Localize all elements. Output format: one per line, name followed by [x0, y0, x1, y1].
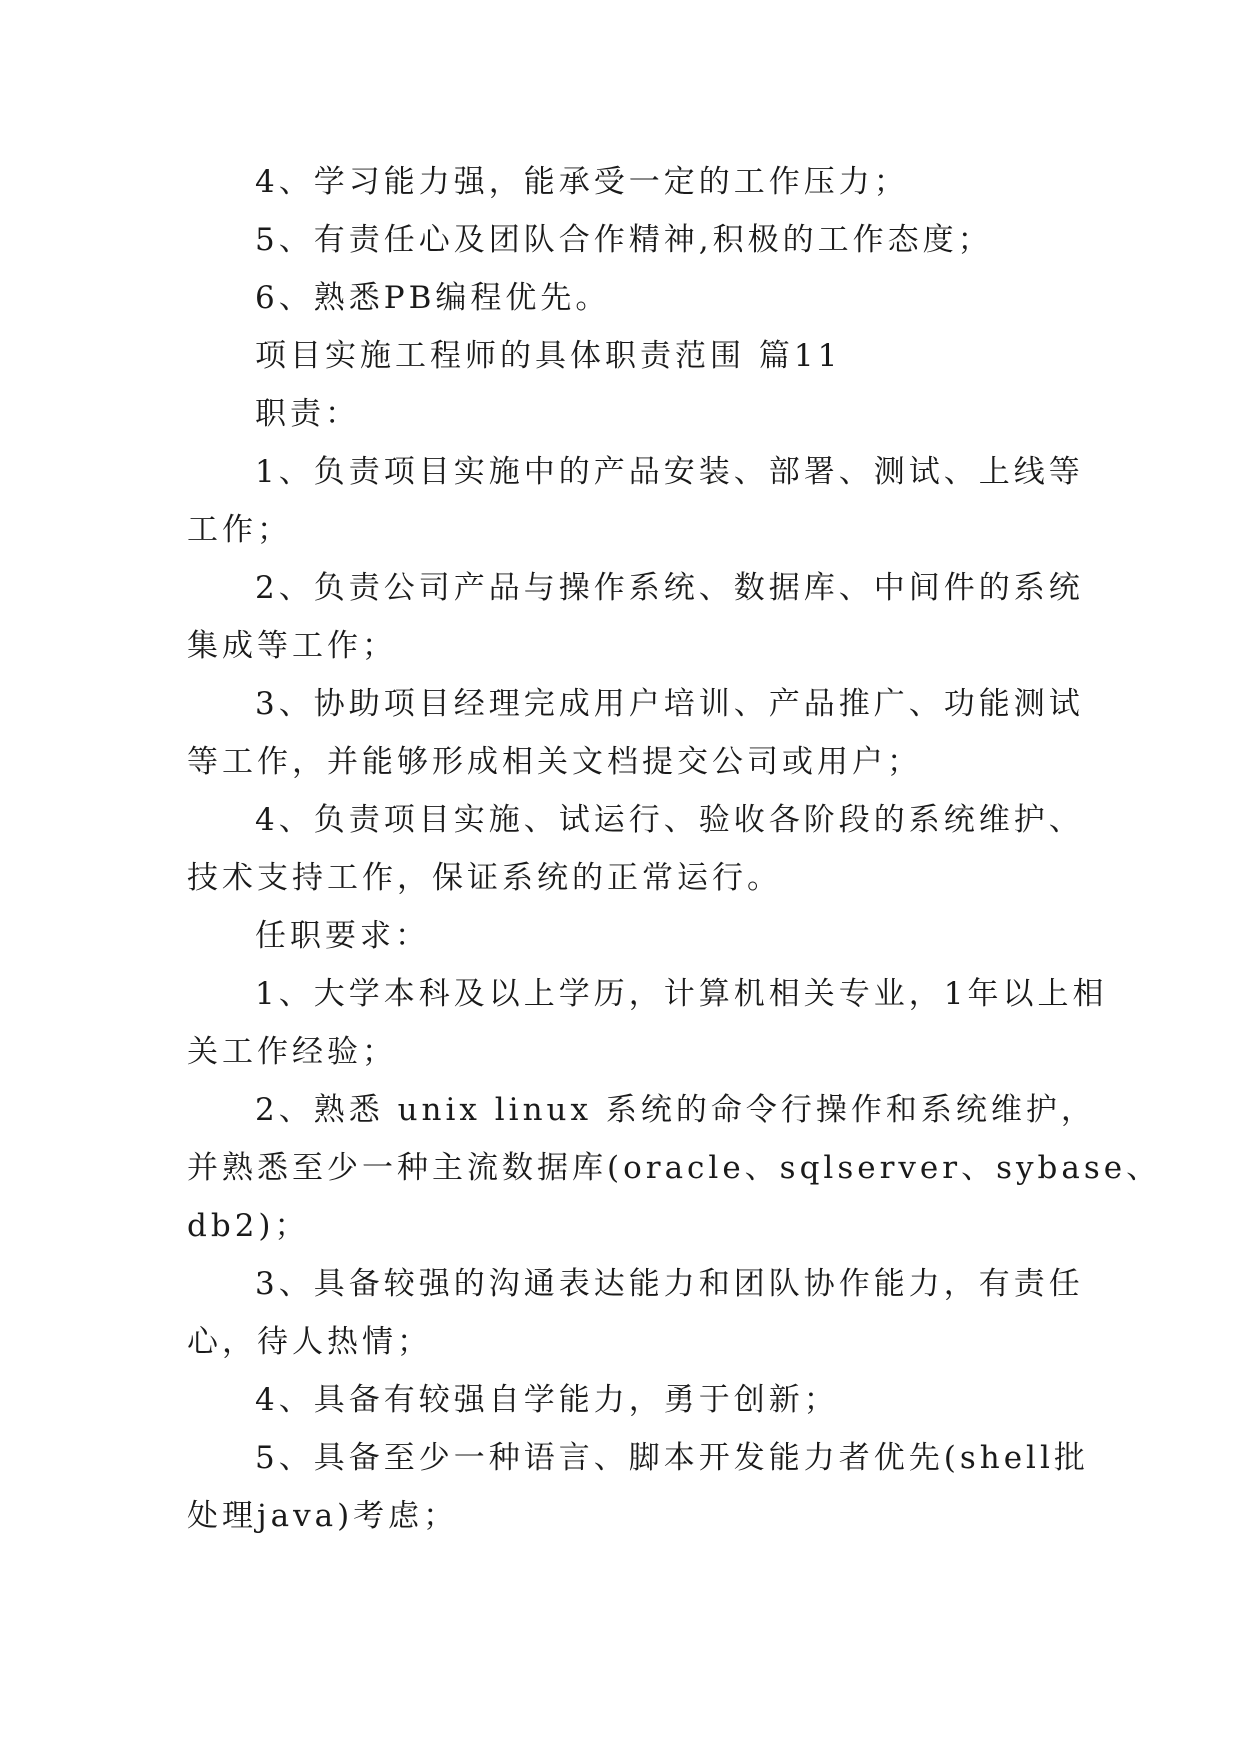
text-line: 关工作经验； [187, 1034, 397, 1070]
text-line: 等工作，并能够形成相关文档提交公司或用户； [187, 744, 922, 780]
text-line: 2、负责公司产品与操作系统、数据库、中间件的系统 [255, 570, 1084, 606]
text-line: 工作； [187, 512, 292, 548]
text-line: 4、学习能力强，能承受一定的工作压力； [255, 164, 909, 200]
text-line: 4、具备有较强自学能力，勇于创新； [255, 1382, 839, 1418]
text-line: 5、有责任心及团队合作精神,积极的工作态度； [255, 222, 993, 258]
text-line: 并熟悉至少一种主流数据库(oracle、sqlserver、sybase、 [187, 1150, 1162, 1186]
text-line: 3、协助项目经理完成用户培训、产品推广、功能测试 [255, 686, 1084, 722]
text-line: 6、熟悉PB编程优先。 [255, 280, 611, 316]
text-line: 5、具备至少一种语言、脚本开发能力者优先(shell批 [255, 1440, 1089, 1476]
text-line: 心，待人热情； [187, 1324, 432, 1360]
text-line: 1、负责项目实施中的产品安装、部署、测试、上线等 [255, 454, 1084, 490]
text-line: 集成等工作； [187, 628, 397, 664]
text-line: 4、负责项目实施、试运行、验收各阶段的系统维护、 [255, 802, 1084, 838]
text-line: 处理java)考虑； [187, 1498, 459, 1534]
text-line: 2、熟悉 unix linux 系统的命令行操作和系统维护， [255, 1092, 1096, 1128]
text-line: db2)； [187, 1208, 310, 1244]
text-line: 技术支持工作，保证系统的正常运行。 [187, 860, 782, 896]
text-line: 3、具备较强的沟通表达能力和团队协作能力，有责任 [255, 1266, 1084, 1302]
document-body [187, 153, 1162, 1545]
subsection-label-requirements: 任职要求： [255, 918, 430, 954]
subsection-label-duties: 职责： [255, 396, 360, 432]
section-heading: 项目实施工程师的具体职责范围 篇11 [255, 338, 842, 374]
text-line: 1、大学本科及以上学历，计算机相关专业，1年以上相 [255, 976, 1108, 1012]
